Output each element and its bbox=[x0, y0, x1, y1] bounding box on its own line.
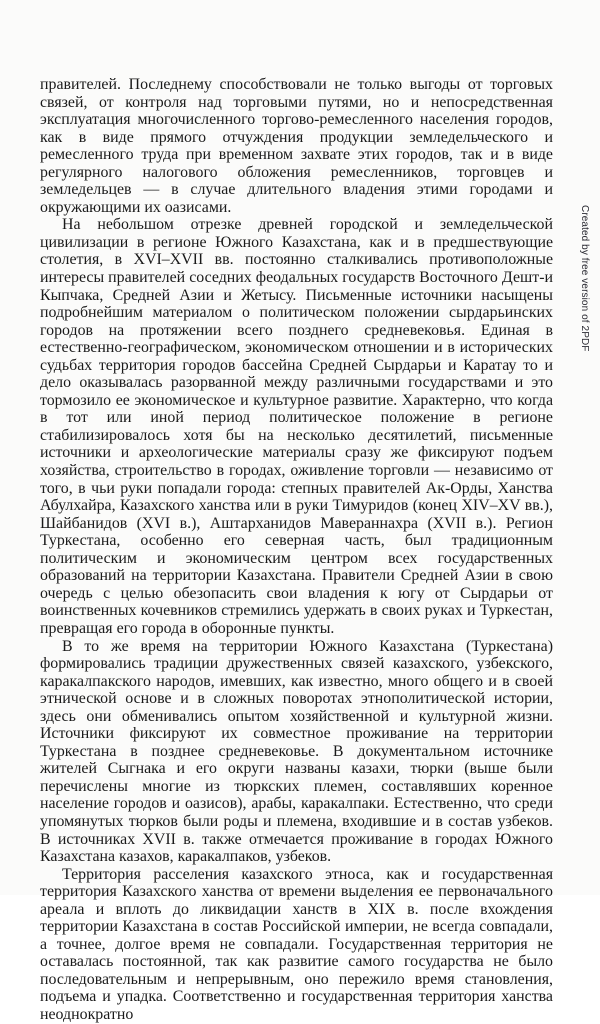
paragraph-1: правителей. Последнему способствовали не только выгоды от торговых связей, от контроля над торговыми путями, но и непосредственная эксплуатация многочисленного торгово-ремесленного населения городов, как в виде прямого отчуждения продукции земледельческого и ремесленного труда при временном захвате этих городов, так и в виде регулярного налогового обложения ремесленников, торговцев и земледельцев — в случае длительного владения этими городами и окружающими их оазисами. bbox=[40, 76, 553, 216]
body-text bbox=[40, 76, 553, 1024]
paragraph-4: Территория расселения казахского этноса, как и государственная территория Казахского ханства от времени выделения ее первоначального ареала и вплоть до ликвидации ханств в XIX в. после вхождения территории Казахстана в состав Российской империи, не всегда совпадали, а точнее, долгое время не совпадали. Государственная территория не оставалась постоянной, так как развитие самого государства не было последовательным и непрерывным, оно пережило время становления, подъема и упадка. Соответственно и государственная территория ханства неоднократно bbox=[40, 865, 553, 1023]
paragraph-2: На небольшом отрезке древней городской и земледельческой цивилизации в регионе Южного Казахстана, как и в предшествующие столетия, в XVI–XVII вв. постоянно сталкивались противоположные интересы правителей соседних феодальных государств Восточного Дешт-и Кыпчака, Средней Азии и Жетысу. Письменные источники насыщены подробнейшим материалом о политическом положении сырдарьинских городов на протяжении всего позднего средневековья. Единая в естественно-географическом, экономическом отношении и в исторических судьбах территория городов бассейна Средней Сырдарьи и Каратау то и дело оказывалась разорванной между различными государствами и это тормозило ее экономическое и культурное развитие. Характерно, что когда в тот или иной период политическое положение в регионе стабилизировалось хотя бы на несколько десятилетий, письменные источники и археологические материалы сразу же фиксируют подъем хозяйства, строительство в городах, оживление торговли — независимо от того, в чьи руки попадали города: степных правителей Ак-Орды, Ханства Абулхайра, Казахского ханства или в руки Тимуридов (конец XIV–XV вв.), Шайбанидов (XVI в.), Аштарханидов Мавераннахра (XVII в.). Регион Туркестана, особенно его северная часть, был традиционным политическим и экономическим центром всех государственных образований на территории Казахстана. Правители Средней Азии в свою очередь с целью обезопасить свои владения к югу от Сырдарьи от воинственных кочевников стремились удержать в своих руках и Туркестан, превращая его города в оборонные пункты. bbox=[40, 216, 553, 637]
paragraph-3: В то же время на территории Южного Казахстана (Туркестана) формировались традиции дружественных связей казахского, узбекского, каракалпакского народов, имевших, как известно, много общего и в своей этнической основе и в сложных поворотах этнополитической истории, здесь они обменивались опытом хозяйственной и культурной жизни. Источники фиксируют их совместное проживание на территории Туркестана в позднее средневековье. В документальном источнике жителей Сыгнака и его округи названы казахи, тюрки (выше были перечислены многие из тюркских племен, составлявших коренное население городов и оазисов), арабы, каракалпаки. Естественно, что среди упомянутых тюрков были роды и племена, входившие и в состав узбеков. В источниках XVII в. также отмечается проживание в городах Южного Казахстана казахов, каракалпаков, узбеков. bbox=[40, 637, 553, 866]
pdf-watermark-note: Created by free version of 2PDF bbox=[579, 205, 590, 352]
